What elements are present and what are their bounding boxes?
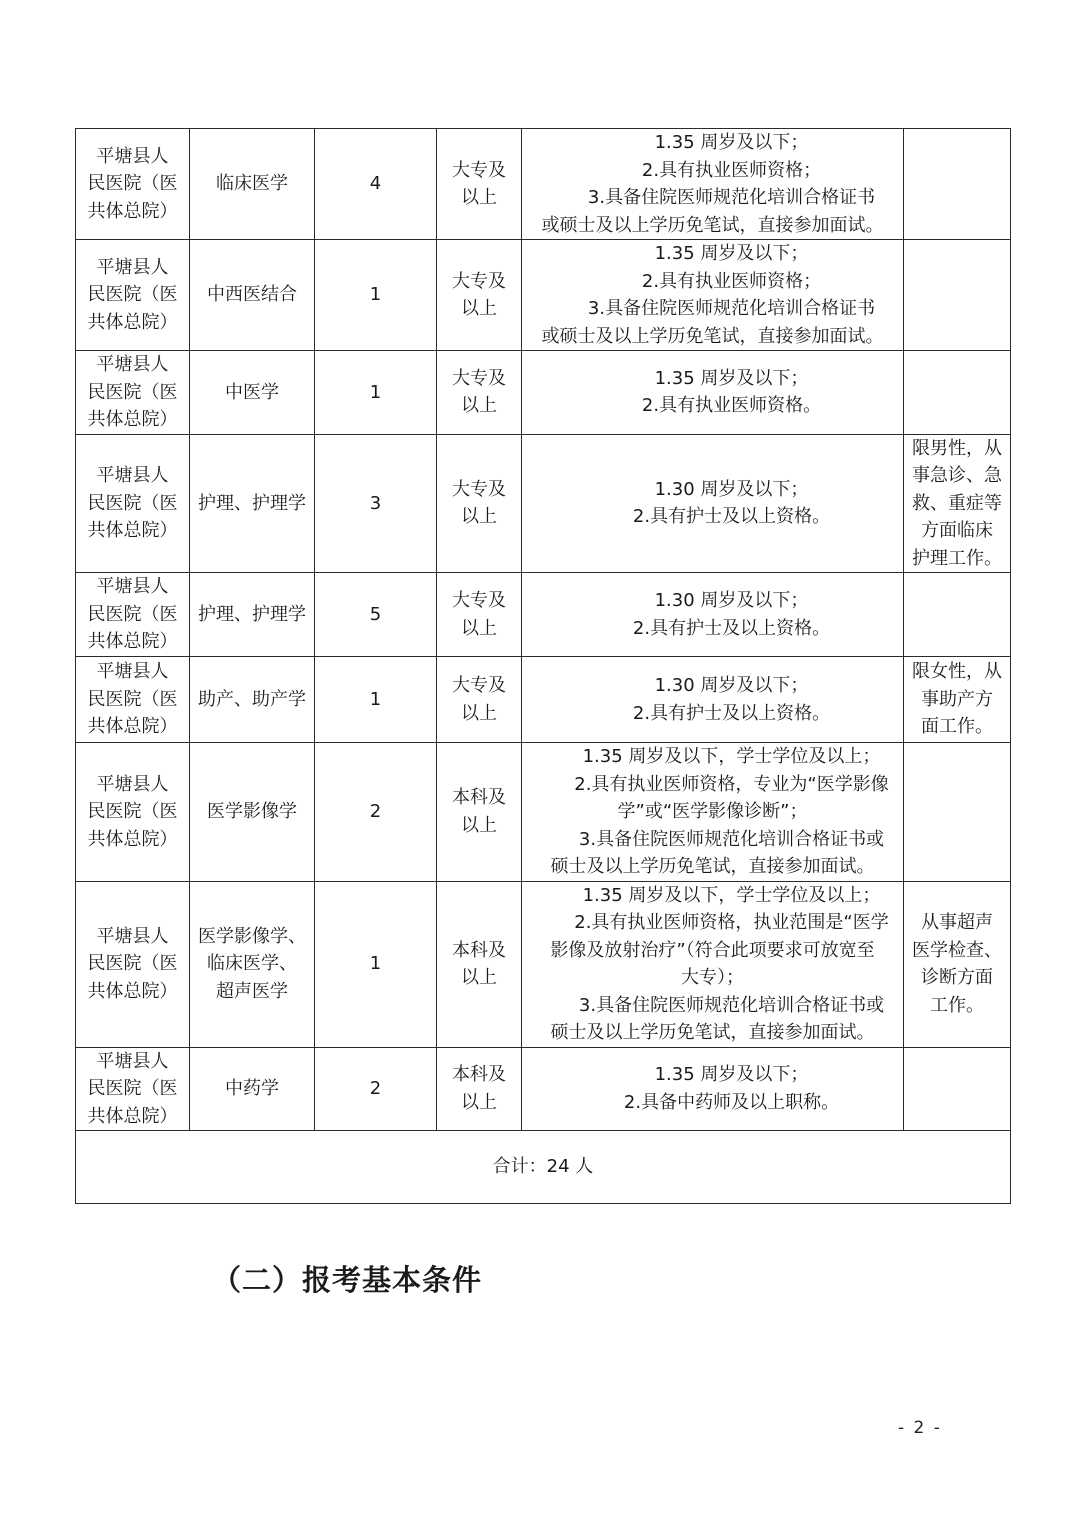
education-line: 以上 bbox=[461, 395, 497, 417]
unit-line: 民医院（医 bbox=[87, 1078, 178, 1099]
requirements-cell bbox=[522, 1047, 904, 1131]
education-cell bbox=[437, 434, 522, 573]
unit-line: 平塘县人 bbox=[96, 773, 169, 795]
education-line: 大专及 bbox=[452, 590, 506, 611]
requirement-line: 1.35 周岁及以下； bbox=[654, 132, 809, 153]
requirement-line: 1.35 周岁及以下，学士学位及以上； bbox=[582, 884, 881, 906]
count-cell: 2 bbox=[315, 743, 437, 882]
count-cell: 1 bbox=[315, 881, 437, 1047]
requirements-cell bbox=[522, 881, 904, 1047]
major-cell bbox=[190, 881, 315, 1047]
note-line: 从事超声 bbox=[921, 912, 993, 933]
note-cell bbox=[904, 434, 1011, 573]
count-cell: 4 bbox=[315, 129, 437, 240]
total-cell: 合计：24 人 bbox=[76, 1131, 1011, 1204]
table-row-5 bbox=[76, 573, 1011, 657]
major-line: 中医学 bbox=[225, 381, 279, 403]
education-line: 以上 bbox=[461, 506, 497, 528]
requirement-line: 2.具有执业医师资格。 bbox=[641, 395, 822, 417]
note-line: 方面临床 bbox=[921, 520, 993, 541]
requirement-line: 2.具有护士及以上资格。 bbox=[632, 702, 831, 724]
note-cell bbox=[904, 657, 1011, 743]
requirement-line: 1.35 周岁及以下； bbox=[654, 1064, 809, 1086]
table-row-3 bbox=[76, 351, 1011, 435]
requirements-cell bbox=[522, 351, 904, 435]
unit-cell bbox=[76, 129, 190, 240]
education-line: 以上 bbox=[461, 1091, 497, 1113]
note-line: 工作。 bbox=[930, 994, 984, 1016]
education-cell bbox=[437, 351, 522, 435]
count-cell: 5 bbox=[315, 573, 437, 657]
unit-cell bbox=[76, 434, 190, 573]
requirement-line: 1.35 周岁及以下； bbox=[654, 367, 809, 389]
unit-cell bbox=[76, 1047, 190, 1131]
recruitment-table bbox=[75, 128, 1011, 1204]
unit-cell bbox=[76, 240, 190, 351]
unit-line: 民医院（医 bbox=[87, 603, 178, 625]
note-line: 救、重症等 bbox=[912, 492, 1002, 514]
education-line: 以上 bbox=[461, 814, 497, 836]
note-line: 面工作。 bbox=[921, 716, 993, 738]
unit-line: 民医院（医 bbox=[87, 953, 178, 975]
requirement-line: 或硕士及以上学历免笔试，直接参加面试。 bbox=[541, 214, 884, 236]
requirement-line: 2.具有执业医师资格，专业为“医学影像 bbox=[574, 773, 889, 795]
count-cell: 1 bbox=[315, 351, 437, 435]
requirement-line: 1.35 周岁及以下； bbox=[654, 243, 809, 264]
education-cell bbox=[437, 881, 522, 1047]
table-row-9 bbox=[76, 1047, 1011, 1131]
unit-cell bbox=[76, 351, 190, 435]
unit-line: 平塘县人 bbox=[96, 576, 169, 598]
education-line: 本科及 bbox=[452, 1064, 506, 1086]
unit-cell bbox=[76, 573, 190, 657]
unit-line: 民医院（医 bbox=[87, 284, 178, 306]
unit-line: 共体总院） bbox=[87, 200, 178, 222]
count-cell: 2 bbox=[315, 1047, 437, 1131]
unit-line: 平塘县人 bbox=[96, 145, 169, 167]
unit-line: 共体总院） bbox=[87, 311, 178, 333]
education-line: 大专及 bbox=[452, 478, 506, 500]
requirement-line: 2.具有执业医师资格； bbox=[641, 159, 822, 181]
major-line: 护理、护理学 bbox=[198, 492, 306, 514]
unit-cell bbox=[76, 743, 190, 882]
education-line: 大专及 bbox=[452, 675, 506, 696]
unit-cell bbox=[76, 881, 190, 1047]
major-line: 临床医学 bbox=[216, 173, 288, 195]
education-line: 本科及 bbox=[452, 939, 506, 961]
unit-line: 共体总院） bbox=[87, 631, 178, 653]
requirement-line: 2.具有执业医师资格； bbox=[641, 270, 822, 292]
unit-line: 共体总院） bbox=[87, 980, 178, 1002]
major-cell bbox=[190, 434, 315, 573]
education-cell bbox=[437, 573, 522, 657]
unit-line: 共体总院） bbox=[87, 1105, 178, 1127]
requirement-line: 2.具备中药师及以上职称。 bbox=[623, 1091, 840, 1113]
requirement-line: 1.35 周岁及以下，学士学位及以上； bbox=[582, 746, 881, 767]
major-line: 医学影像学 bbox=[207, 801, 297, 822]
table-row-7 bbox=[76, 743, 1011, 882]
education-cell bbox=[437, 129, 522, 240]
education-line: 大专及 bbox=[452, 159, 506, 181]
major-line: 护理、护理学 bbox=[198, 603, 306, 625]
requirement-line: 3.具备住院医师规范化培训合格证书 bbox=[587, 298, 876, 319]
note-cell bbox=[904, 881, 1011, 1047]
education-line: 以上 bbox=[461, 617, 497, 639]
unit-line: 民医院（医 bbox=[87, 173, 178, 195]
major-cell bbox=[190, 743, 315, 882]
unit-line: 民医院（医 bbox=[87, 801, 178, 822]
table-row-1 bbox=[76, 129, 1011, 240]
requirements-cell bbox=[522, 573, 904, 657]
unit-line: 平塘县人 bbox=[96, 1050, 169, 1072]
major-line: 中药学 bbox=[225, 1078, 279, 1099]
education-line: 以上 bbox=[461, 702, 497, 724]
unit-line: 民医院（医 bbox=[87, 492, 178, 514]
count-cell: 3 bbox=[315, 434, 437, 573]
table-row-8 bbox=[76, 881, 1011, 1047]
unit-line: 共体总院） bbox=[87, 409, 178, 430]
note-cell bbox=[904, 1047, 1011, 1131]
requirements-cell bbox=[522, 434, 904, 573]
education-line: 以上 bbox=[461, 967, 497, 988]
requirement-line: 硕士及以上学历免笔试，直接参加面试。 bbox=[550, 1022, 875, 1043]
requirement-line: 3.具备住院医师规范化培训合格证书 bbox=[587, 187, 876, 208]
requirement-line: 2.具有护士及以上资格。 bbox=[632, 617, 831, 639]
table-body bbox=[76, 129, 1011, 1204]
requirement-line: 2.具有护士及以上资格。 bbox=[632, 506, 831, 528]
unit-line: 平塘县人 bbox=[96, 925, 169, 947]
note-line: 事急诊、急 bbox=[912, 465, 1002, 486]
education-cell bbox=[437, 743, 522, 882]
page-number: - 2 - bbox=[898, 1418, 942, 1438]
major-cell bbox=[190, 129, 315, 240]
requirements-cell bbox=[522, 240, 904, 351]
major-line: 超声医学 bbox=[216, 980, 288, 1002]
note-line: 事助产方 bbox=[921, 688, 993, 710]
requirement-line: 硕士及以上学历免笔试，直接参加面试。 bbox=[550, 856, 875, 877]
total-row bbox=[76, 1131, 1011, 1204]
requirements-cell bbox=[522, 743, 904, 882]
major-line: 临床医学、 bbox=[207, 953, 297, 975]
unit-line: 共体总院） bbox=[87, 716, 178, 738]
note-cell bbox=[904, 743, 1011, 882]
unit-line: 平塘县人 bbox=[96, 354, 169, 375]
education-line: 以上 bbox=[461, 187, 497, 208]
unit-line: 共体总院） bbox=[87, 520, 178, 541]
unit-line: 民医院（医 bbox=[87, 381, 178, 403]
requirement-line: 1.30 周岁及以下； bbox=[654, 675, 809, 696]
requirement-line: 2.具有执业医师资格，执业范围是“医学 bbox=[574, 912, 889, 933]
requirement-line: 影像及放射治疗”（符合此项要求可放宽至 bbox=[550, 939, 875, 961]
education-cell bbox=[437, 1047, 522, 1131]
table-row-4 bbox=[76, 434, 1011, 573]
note-cell bbox=[904, 573, 1011, 657]
requirement-line: 学”或“医学影像诊断”； bbox=[617, 801, 808, 822]
note-line: 医学检查、 bbox=[912, 939, 1002, 961]
major-cell bbox=[190, 351, 315, 435]
count-cell: 1 bbox=[315, 240, 437, 351]
requirement-line: 3.具备住院医师规范化培训合格证书或 bbox=[578, 994, 885, 1016]
education-line: 大专及 bbox=[452, 270, 506, 292]
unit-line: 民医院（医 bbox=[87, 688, 178, 710]
unit-line: 平塘县人 bbox=[96, 465, 169, 486]
requirement-line: 1.30 周岁及以下； bbox=[654, 478, 809, 500]
requirement-line: 大专）； bbox=[681, 967, 744, 988]
requirement-line: 1.30 周岁及以下； bbox=[654, 590, 809, 611]
table-row-2 bbox=[76, 240, 1011, 351]
note-line: 诊断方面 bbox=[921, 967, 993, 988]
major-line: 中西医结合 bbox=[207, 284, 297, 306]
unit-line: 平塘县人 bbox=[96, 256, 169, 278]
major-cell bbox=[190, 573, 315, 657]
note-line: 限女性，从 bbox=[912, 661, 1002, 683]
count-cell: 1 bbox=[315, 657, 437, 743]
unit-line: 共体总院） bbox=[87, 828, 178, 850]
requirement-line: 或硕士及以上学历免笔试，直接参加面试。 bbox=[541, 325, 884, 347]
requirements-cell bbox=[522, 657, 904, 743]
major-line: 助产、助产学 bbox=[198, 688, 306, 710]
note-cell bbox=[904, 351, 1011, 435]
education-cell bbox=[437, 657, 522, 743]
major-cell bbox=[190, 1047, 315, 1131]
note-cell bbox=[904, 129, 1011, 240]
education-cell bbox=[437, 240, 522, 351]
major-line: 医学影像学、 bbox=[198, 925, 306, 947]
requirements-cell bbox=[522, 129, 904, 240]
note-cell bbox=[904, 240, 1011, 351]
education-line: 以上 bbox=[461, 298, 497, 319]
note-line: 限男性，从 bbox=[912, 437, 1002, 459]
table-row-6 bbox=[76, 657, 1011, 743]
major-cell bbox=[190, 240, 315, 351]
requirement-line: 3.具备住院医师规范化培训合格证书或 bbox=[578, 828, 885, 850]
section-heading: （二）报考基本条件 bbox=[212, 1263, 483, 1297]
note-line: 护理工作。 bbox=[912, 547, 1002, 569]
education-line: 大专及 bbox=[452, 367, 506, 389]
unit-line: 平塘县人 bbox=[96, 661, 169, 683]
education-line: 本科及 bbox=[452, 787, 506, 809]
major-cell bbox=[190, 657, 315, 743]
unit-cell bbox=[76, 657, 190, 743]
